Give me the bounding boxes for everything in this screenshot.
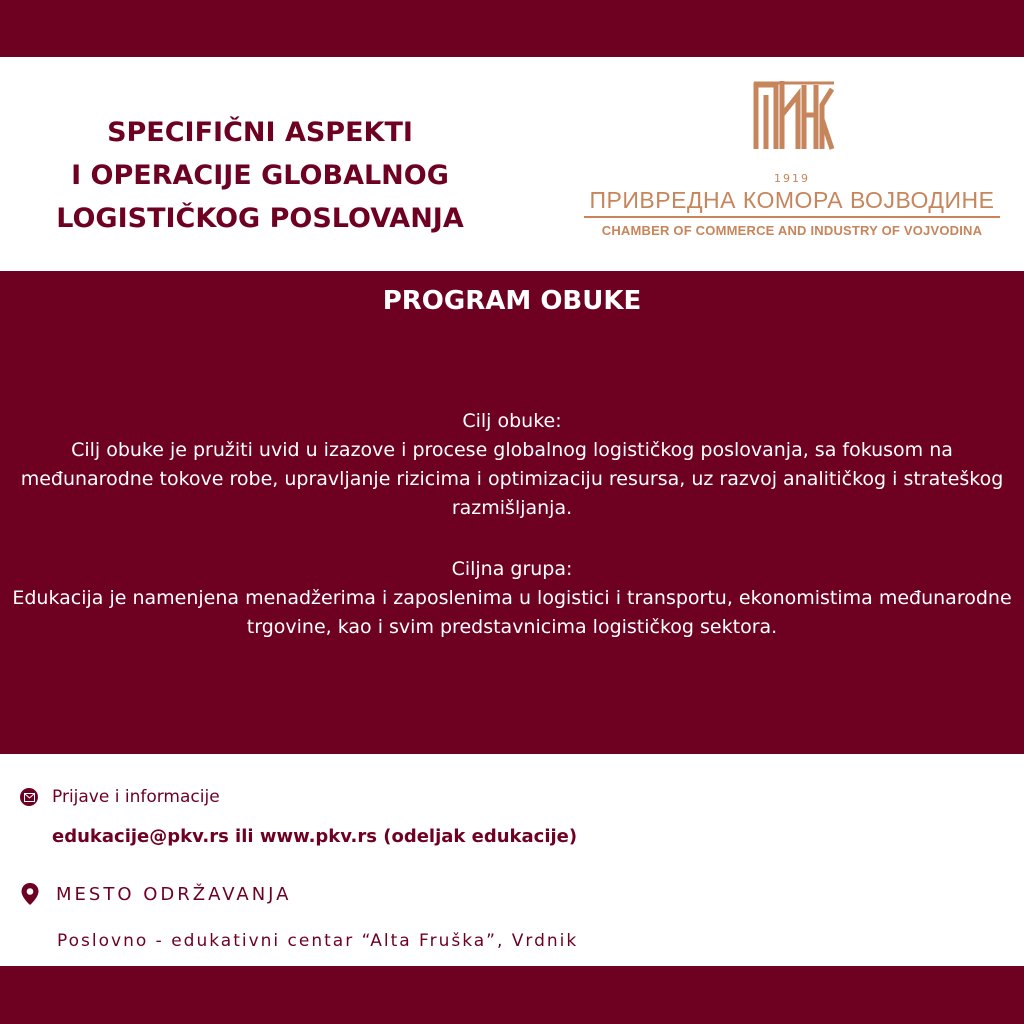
venue-value: Poslovno - edukativni centar “Alta Fruška”, Vrdnik <box>57 931 579 951</box>
contact-row <box>20 787 220 807</box>
logo-divider <box>584 216 1000 218</box>
logo-name-english: CHAMBER OF COMMERCE AND INDUSTRY OF VOJVODINA <box>601 223 983 238</box>
logo-year: 1919 <box>774 172 810 185</box>
target-label: Ciljna grupa: <box>451 558 573 580</box>
location-pin-icon <box>20 882 40 906</box>
bottom-bar <box>0 966 1024 1024</box>
title-line-2: I OPERACIJE GLOBALNOG <box>71 160 449 191</box>
contact-label: Prijave i informacije <box>52 787 220 807</box>
contact-link[interactable]: edukacije@pkv.rs ili www.pkv.rs (odeljak edukacije) <box>52 826 578 847</box>
venue-label: MESTO ODRŽAVANJA <box>56 883 292 905</box>
goal-block <box>0 407 1024 523</box>
goal-label: Cilj obuke: <box>462 410 562 432</box>
title-line-3: LOGISTIČKOG POSLOVANJA <box>56 203 464 234</box>
logo-name-cyrillic: ПРИВРЕДНА КОМОРА ВОЈВОДИНЕ <box>589 187 995 213</box>
chamber-monogram-icon <box>750 75 836 153</box>
target-block <box>0 555 1024 642</box>
program-heading: PROGRAM OBUKE <box>382 286 642 316</box>
chamber-logo <box>580 75 1000 255</box>
venue-row <box>20 882 292 906</box>
envelope-icon <box>20 788 38 806</box>
top-bar <box>0 0 1024 57</box>
header <box>0 57 1024 271</box>
goal-text: Cilj obuke je pružiti uvid u izazove i procese globalnog logističkog poslovanja, sa fokusom na međunarodne tokove robe, upravljanje rizicima i optimizaciju resursa, uz razvoj analitičkog i strateškog razmišljanja. <box>20 439 1004 519</box>
program-section <box>0 271 1024 754</box>
title-line-1: SPECIFIČNI ASPEKTI <box>107 117 413 148</box>
page-title <box>0 111 520 240</box>
target-text: Edukacija je namenjena menadžerima i zaposlenima u logistici i transportu, ekonomistima međunarodne trgovine, kao i svim predstavnicima logističkog sektora. <box>12 587 1012 638</box>
